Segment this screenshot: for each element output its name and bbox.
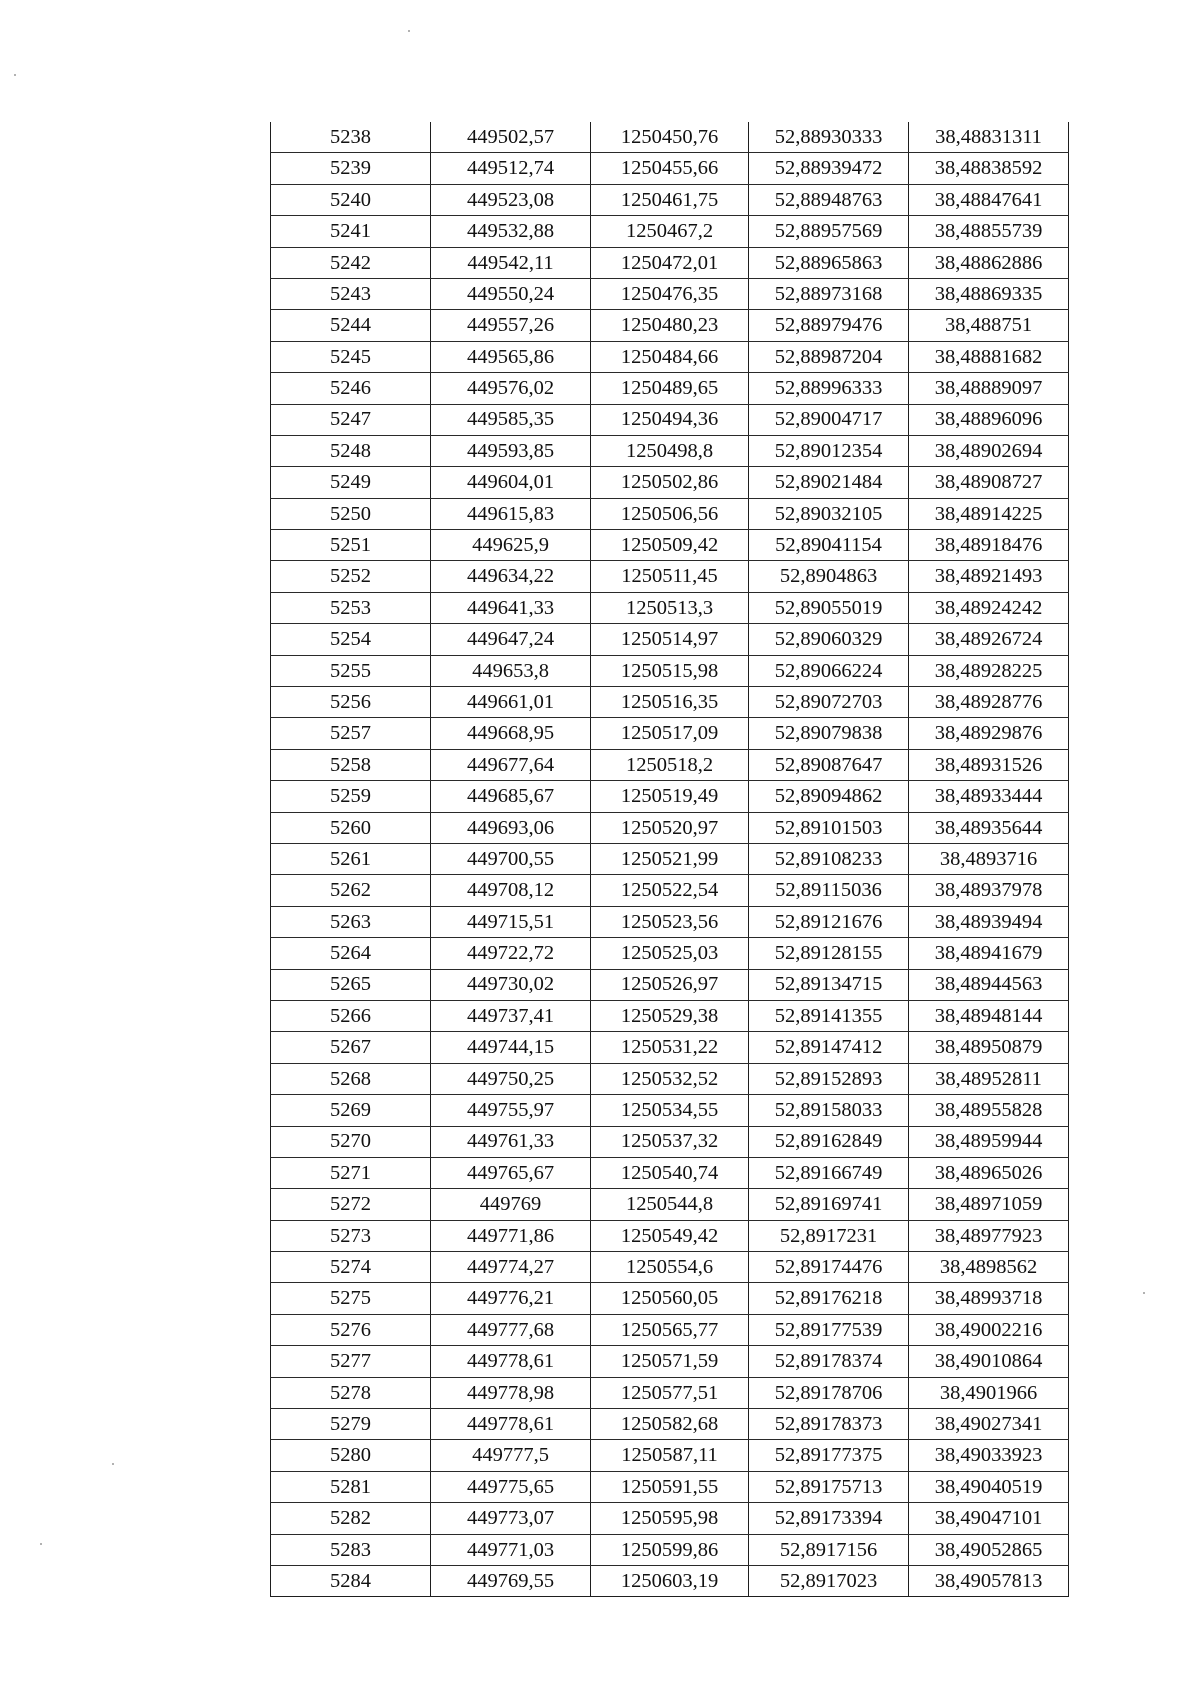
x-coordinate-cell: 449523,08 (431, 184, 591, 215)
longitude-cell: 38,4898562 (909, 1252, 1069, 1283)
point-number-cell: 5281 (271, 1471, 431, 1502)
longitude-cell: 38,48918476 (909, 530, 1069, 561)
point-number-cell: 5247 (271, 404, 431, 435)
longitude-cell: 38,48941679 (909, 938, 1069, 969)
x-coordinate-cell: 449557,26 (431, 310, 591, 341)
latitude-cell: 52,89166749 (749, 1157, 909, 1188)
x-coordinate-cell: 449604,01 (431, 467, 591, 498)
x-coordinate-cell: 449653,8 (431, 655, 591, 686)
table-row (271, 1314, 1069, 1345)
x-coordinate-cell: 449625,9 (431, 530, 591, 561)
latitude-cell: 52,88957569 (749, 216, 909, 247)
table-row (271, 1189, 1069, 1220)
table-row (271, 530, 1069, 561)
point-number-cell: 5267 (271, 1032, 431, 1063)
latitude-cell: 52,89012354 (749, 435, 909, 466)
longitude-cell: 38,48993718 (909, 1283, 1069, 1314)
longitude-cell: 38,48914225 (909, 498, 1069, 529)
x-coordinate-cell: 449776,21 (431, 1283, 591, 1314)
latitude-cell: 52,89174476 (749, 1252, 909, 1283)
y-coordinate-cell: 1250511,45 (591, 561, 749, 592)
latitude-cell: 52,89177539 (749, 1314, 909, 1345)
table-row (271, 1126, 1069, 1157)
table-row (271, 435, 1069, 466)
longitude-cell: 38,4901966 (909, 1377, 1069, 1408)
x-coordinate-cell: 449777,68 (431, 1314, 591, 1345)
table-row (271, 1063, 1069, 1094)
x-coordinate-cell: 449661,01 (431, 687, 591, 718)
point-number-cell: 5270 (271, 1126, 431, 1157)
point-number-cell: 5278 (271, 1377, 431, 1408)
longitude-cell: 38,48955828 (909, 1095, 1069, 1126)
table-row (271, 216, 1069, 247)
coordinates-table-body (271, 122, 1069, 1597)
point-number-cell: 5260 (271, 812, 431, 843)
point-number-cell: 5245 (271, 341, 431, 372)
x-coordinate-cell: 449769 (431, 1189, 591, 1220)
point-number-cell: 5280 (271, 1440, 431, 1471)
scan-speck (408, 30, 410, 32)
x-coordinate-cell: 449532,88 (431, 216, 591, 247)
longitude-cell: 38,48889097 (909, 373, 1069, 404)
y-coordinate-cell: 1250519,49 (591, 781, 749, 812)
y-coordinate-cell: 1250595,98 (591, 1503, 749, 1534)
table-row (271, 561, 1069, 592)
point-number-cell: 5264 (271, 938, 431, 969)
y-coordinate-cell: 1250534,55 (591, 1095, 749, 1126)
scan-speck (14, 74, 16, 76)
y-coordinate-cell: 1250461,75 (591, 184, 749, 215)
longitude-cell: 38,48931526 (909, 749, 1069, 780)
point-number-cell: 5261 (271, 843, 431, 874)
point-number-cell: 5277 (271, 1346, 431, 1377)
point-number-cell: 5262 (271, 875, 431, 906)
longitude-cell: 38,49027341 (909, 1409, 1069, 1440)
longitude-cell: 38,48959944 (909, 1126, 1069, 1157)
latitude-cell: 52,89055019 (749, 592, 909, 623)
x-coordinate-cell: 449761,33 (431, 1126, 591, 1157)
latitude-cell: 52,89173394 (749, 1503, 909, 1534)
latitude-cell: 52,89060329 (749, 624, 909, 655)
latitude-cell: 52,89176218 (749, 1283, 909, 1314)
latitude-cell: 52,89152893 (749, 1063, 909, 1094)
point-number-cell: 5239 (271, 153, 431, 184)
x-coordinate-cell: 449693,06 (431, 812, 591, 843)
x-coordinate-cell: 449512,74 (431, 153, 591, 184)
scan-speck (112, 1463, 114, 1465)
point-number-cell: 5275 (271, 1283, 431, 1314)
latitude-cell: 52,88987204 (749, 341, 909, 372)
x-coordinate-cell: 449585,35 (431, 404, 591, 435)
table-row (271, 655, 1069, 686)
y-coordinate-cell: 1250537,32 (591, 1126, 749, 1157)
latitude-cell: 52,89066224 (749, 655, 909, 686)
scan-speck (40, 1543, 42, 1545)
point-number-cell: 5244 (271, 310, 431, 341)
y-coordinate-cell: 1250522,54 (591, 875, 749, 906)
longitude-cell: 38,48928225 (909, 655, 1069, 686)
y-coordinate-cell: 1250565,77 (591, 1314, 749, 1345)
table-row (271, 1377, 1069, 1408)
table-row (271, 1000, 1069, 1031)
y-coordinate-cell: 1250532,52 (591, 1063, 749, 1094)
point-number-cell: 5252 (271, 561, 431, 592)
point-number-cell: 5265 (271, 969, 431, 1000)
x-coordinate-cell: 449775,65 (431, 1471, 591, 1502)
y-coordinate-cell: 1250514,97 (591, 624, 749, 655)
coordinates-table (270, 122, 1069, 1597)
table-row (271, 592, 1069, 623)
table-row (271, 1220, 1069, 1251)
latitude-cell: 52,8917156 (749, 1534, 909, 1565)
table-row (271, 812, 1069, 843)
y-coordinate-cell: 1250599,86 (591, 1534, 749, 1565)
table-row (271, 687, 1069, 718)
point-number-cell: 5253 (271, 592, 431, 623)
point-number-cell: 5258 (271, 749, 431, 780)
longitude-cell: 38,48928776 (909, 687, 1069, 718)
y-coordinate-cell: 1250540,74 (591, 1157, 749, 1188)
latitude-cell: 52,88930333 (749, 122, 909, 153)
latitude-cell: 52,88979476 (749, 310, 909, 341)
table-row (271, 467, 1069, 498)
x-coordinate-cell: 449593,85 (431, 435, 591, 466)
y-coordinate-cell: 1250476,35 (591, 278, 749, 309)
longitude-cell: 38,48924242 (909, 592, 1069, 623)
x-coordinate-cell: 449737,41 (431, 1000, 591, 1031)
longitude-cell: 38,48948144 (909, 1000, 1069, 1031)
point-number-cell: 5241 (271, 216, 431, 247)
latitude-cell: 52,89178373 (749, 1409, 909, 1440)
point-number-cell: 5238 (271, 122, 431, 153)
latitude-cell: 52,89177375 (749, 1440, 909, 1471)
point-number-cell: 5259 (271, 781, 431, 812)
latitude-cell: 52,89134715 (749, 969, 909, 1000)
latitude-cell: 52,88948763 (749, 184, 909, 215)
longitude-cell: 38,48950879 (909, 1032, 1069, 1063)
latitude-cell: 52,89101503 (749, 812, 909, 843)
x-coordinate-cell: 449774,27 (431, 1252, 591, 1283)
table-row (271, 310, 1069, 341)
y-coordinate-cell: 1250455,66 (591, 153, 749, 184)
longitude-cell: 38,49052865 (909, 1534, 1069, 1565)
y-coordinate-cell: 1250509,42 (591, 530, 749, 561)
latitude-cell: 52,89175713 (749, 1471, 909, 1502)
latitude-cell: 52,89128155 (749, 938, 909, 969)
point-number-cell: 5248 (271, 435, 431, 466)
longitude-cell: 38,488751 (909, 310, 1069, 341)
table-row (271, 1409, 1069, 1440)
point-number-cell: 5279 (271, 1409, 431, 1440)
longitude-cell: 38,49002216 (909, 1314, 1069, 1345)
longitude-cell: 38,48971059 (909, 1189, 1069, 1220)
x-coordinate-cell: 449769,55 (431, 1565, 591, 1596)
point-number-cell: 5282 (271, 1503, 431, 1534)
y-coordinate-cell: 1250591,55 (591, 1471, 749, 1502)
x-coordinate-cell: 449565,86 (431, 341, 591, 372)
y-coordinate-cell: 1250513,3 (591, 592, 749, 623)
point-number-cell: 5268 (271, 1063, 431, 1094)
latitude-cell: 52,89004717 (749, 404, 909, 435)
x-coordinate-cell: 449744,15 (431, 1032, 591, 1063)
point-number-cell: 5269 (271, 1095, 431, 1126)
point-number-cell: 5242 (271, 247, 431, 278)
table-row (271, 1157, 1069, 1188)
table-row (271, 1534, 1069, 1565)
point-number-cell: 5283 (271, 1534, 431, 1565)
latitude-cell: 52,8917023 (749, 1565, 909, 1596)
y-coordinate-cell: 1250484,66 (591, 341, 749, 372)
x-coordinate-cell: 449542,11 (431, 247, 591, 278)
longitude-cell: 38,48939494 (909, 906, 1069, 937)
latitude-cell: 52,88965863 (749, 247, 909, 278)
point-number-cell: 5256 (271, 687, 431, 718)
point-number-cell: 5273 (271, 1220, 431, 1251)
latitude-cell: 52,89087647 (749, 749, 909, 780)
x-coordinate-cell: 449647,24 (431, 624, 591, 655)
latitude-cell: 52,89162849 (749, 1126, 909, 1157)
table-row (271, 1440, 1069, 1471)
longitude-cell: 38,48862886 (909, 247, 1069, 278)
point-number-cell: 5263 (271, 906, 431, 937)
y-coordinate-cell: 1250544,8 (591, 1189, 749, 1220)
point-number-cell: 5240 (271, 184, 431, 215)
longitude-cell: 38,48831311 (909, 122, 1069, 153)
longitude-cell: 38,48977923 (909, 1220, 1069, 1251)
y-coordinate-cell: 1250526,97 (591, 969, 749, 1000)
table-row (271, 184, 1069, 215)
table-row (271, 1346, 1069, 1377)
longitude-cell: 38,48965026 (909, 1157, 1069, 1188)
y-coordinate-cell: 1250515,98 (591, 655, 749, 686)
table-row (271, 906, 1069, 937)
y-coordinate-cell: 1250450,76 (591, 122, 749, 153)
x-coordinate-cell: 449641,33 (431, 592, 591, 623)
longitude-cell: 38,48944563 (909, 969, 1069, 1000)
table-row (271, 1503, 1069, 1534)
point-number-cell: 5276 (271, 1314, 431, 1345)
table-row (271, 247, 1069, 278)
x-coordinate-cell: 449615,83 (431, 498, 591, 529)
x-coordinate-cell: 449771,03 (431, 1534, 591, 1565)
y-coordinate-cell: 1250472,01 (591, 247, 749, 278)
x-coordinate-cell: 449722,72 (431, 938, 591, 969)
table-row (271, 122, 1069, 153)
table-row (271, 1032, 1069, 1063)
longitude-cell: 38,48935644 (909, 812, 1069, 843)
x-coordinate-cell: 449755,97 (431, 1095, 591, 1126)
longitude-cell: 38,48921493 (909, 561, 1069, 592)
latitude-cell: 52,88996333 (749, 373, 909, 404)
x-coordinate-cell: 449502,57 (431, 122, 591, 153)
longitude-cell: 38,48896096 (909, 404, 1069, 435)
y-coordinate-cell: 1250582,68 (591, 1409, 749, 1440)
latitude-cell: 52,89169741 (749, 1189, 909, 1220)
point-number-cell: 5254 (271, 624, 431, 655)
table-row (271, 624, 1069, 655)
point-number-cell: 5274 (271, 1252, 431, 1283)
latitude-cell: 52,89021484 (749, 467, 909, 498)
longitude-cell: 38,49047101 (909, 1503, 1069, 1534)
point-number-cell: 5251 (271, 530, 431, 561)
longitude-cell: 38,48929876 (909, 718, 1069, 749)
longitude-cell: 38,48908727 (909, 467, 1069, 498)
scan-speck (1143, 1292, 1145, 1294)
y-coordinate-cell: 1250489,65 (591, 373, 749, 404)
latitude-cell: 52,89072703 (749, 687, 909, 718)
table-row (271, 341, 1069, 372)
point-number-cell: 5249 (271, 467, 431, 498)
longitude-cell: 38,48847641 (909, 184, 1069, 215)
y-coordinate-cell: 1250531,22 (591, 1032, 749, 1063)
longitude-cell: 38,48881682 (909, 341, 1069, 372)
latitude-cell: 52,89115036 (749, 875, 909, 906)
y-coordinate-cell: 1250525,03 (591, 938, 749, 969)
point-number-cell: 5243 (271, 278, 431, 309)
x-coordinate-cell: 449677,64 (431, 749, 591, 780)
x-coordinate-cell: 449708,12 (431, 875, 591, 906)
latitude-cell: 52,89158033 (749, 1095, 909, 1126)
x-coordinate-cell: 449771,86 (431, 1220, 591, 1251)
x-coordinate-cell: 449550,24 (431, 278, 591, 309)
latitude-cell: 52,89079838 (749, 718, 909, 749)
y-coordinate-cell: 1250506,56 (591, 498, 749, 529)
latitude-cell: 52,89094862 (749, 781, 909, 812)
table-row (271, 969, 1069, 1000)
y-coordinate-cell: 1250577,51 (591, 1377, 749, 1408)
longitude-cell: 38,48926724 (909, 624, 1069, 655)
latitude-cell: 52,89032105 (749, 498, 909, 529)
table-row (271, 843, 1069, 874)
y-coordinate-cell: 1250498,8 (591, 435, 749, 466)
longitude-cell: 38,48952811 (909, 1063, 1069, 1094)
longitude-cell: 38,48838592 (909, 153, 1069, 184)
point-number-cell: 5284 (271, 1565, 431, 1596)
table-row (271, 498, 1069, 529)
y-coordinate-cell: 1250480,23 (591, 310, 749, 341)
table-row (271, 1252, 1069, 1283)
point-number-cell: 5272 (271, 1189, 431, 1220)
latitude-cell: 52,89121676 (749, 906, 909, 937)
longitude-cell: 38,49010864 (909, 1346, 1069, 1377)
x-coordinate-cell: 449634,22 (431, 561, 591, 592)
y-coordinate-cell: 1250517,09 (591, 718, 749, 749)
x-coordinate-cell: 449715,51 (431, 906, 591, 937)
longitude-cell: 38,4893716 (909, 843, 1069, 874)
point-number-cell: 5271 (271, 1157, 431, 1188)
longitude-cell: 38,48855739 (909, 216, 1069, 247)
table-row (271, 373, 1069, 404)
table-row (271, 1471, 1069, 1502)
table-row (271, 404, 1069, 435)
y-coordinate-cell: 1250516,35 (591, 687, 749, 718)
latitude-cell: 52,89041154 (749, 530, 909, 561)
y-coordinate-cell: 1250520,97 (591, 812, 749, 843)
latitude-cell: 52,89147412 (749, 1032, 909, 1063)
longitude-cell: 38,49057813 (909, 1565, 1069, 1596)
table-row (271, 153, 1069, 184)
point-number-cell: 5257 (271, 718, 431, 749)
latitude-cell: 52,89141355 (749, 1000, 909, 1031)
x-coordinate-cell: 449750,25 (431, 1063, 591, 1094)
x-coordinate-cell: 449778,98 (431, 1377, 591, 1408)
point-number-cell: 5255 (271, 655, 431, 686)
table-row (271, 278, 1069, 309)
table-row (271, 938, 1069, 969)
y-coordinate-cell: 1250502,86 (591, 467, 749, 498)
latitude-cell: 52,88939472 (749, 153, 909, 184)
longitude-cell: 38,48869335 (909, 278, 1069, 309)
longitude-cell: 38,48902694 (909, 435, 1069, 466)
table-row (271, 875, 1069, 906)
y-coordinate-cell: 1250529,38 (591, 1000, 749, 1031)
latitude-cell: 52,8904863 (749, 561, 909, 592)
latitude-cell: 52,89178374 (749, 1346, 909, 1377)
latitude-cell: 52,89108233 (749, 843, 909, 874)
latitude-cell: 52,88973168 (749, 278, 909, 309)
y-coordinate-cell: 1250467,2 (591, 216, 749, 247)
x-coordinate-cell: 449777,5 (431, 1440, 591, 1471)
longitude-cell: 38,49033923 (909, 1440, 1069, 1471)
y-coordinate-cell: 1250603,19 (591, 1565, 749, 1596)
y-coordinate-cell: 1250549,42 (591, 1220, 749, 1251)
y-coordinate-cell: 1250587,11 (591, 1440, 749, 1471)
longitude-cell: 38,48937978 (909, 875, 1069, 906)
x-coordinate-cell: 449765,67 (431, 1157, 591, 1188)
table-row (271, 718, 1069, 749)
longitude-cell: 38,48933444 (909, 781, 1069, 812)
table-row (271, 1095, 1069, 1126)
point-number-cell: 5266 (271, 1000, 431, 1031)
y-coordinate-cell: 1250494,36 (591, 404, 749, 435)
table-row (271, 781, 1069, 812)
y-coordinate-cell: 1250518,2 (591, 749, 749, 780)
x-coordinate-cell: 449773,07 (431, 1503, 591, 1534)
x-coordinate-cell: 449778,61 (431, 1409, 591, 1440)
x-coordinate-cell: 449700,55 (431, 843, 591, 874)
table-row (271, 1283, 1069, 1314)
y-coordinate-cell: 1250560,05 (591, 1283, 749, 1314)
latitude-cell: 52,8917231 (749, 1220, 909, 1251)
table-row (271, 749, 1069, 780)
y-coordinate-cell: 1250523,56 (591, 906, 749, 937)
y-coordinate-cell: 1250521,99 (591, 843, 749, 874)
x-coordinate-cell: 449576,02 (431, 373, 591, 404)
x-coordinate-cell: 449778,61 (431, 1346, 591, 1377)
longitude-cell: 38,49040519 (909, 1471, 1069, 1502)
latitude-cell: 52,89178706 (749, 1377, 909, 1408)
point-number-cell: 5246 (271, 373, 431, 404)
x-coordinate-cell: 449668,95 (431, 718, 591, 749)
table-row (271, 1565, 1069, 1596)
y-coordinate-cell: 1250554,6 (591, 1252, 749, 1283)
point-number-cell: 5250 (271, 498, 431, 529)
x-coordinate-cell: 449685,67 (431, 781, 591, 812)
x-coordinate-cell: 449730,02 (431, 969, 591, 1000)
y-coordinate-cell: 1250571,59 (591, 1346, 749, 1377)
